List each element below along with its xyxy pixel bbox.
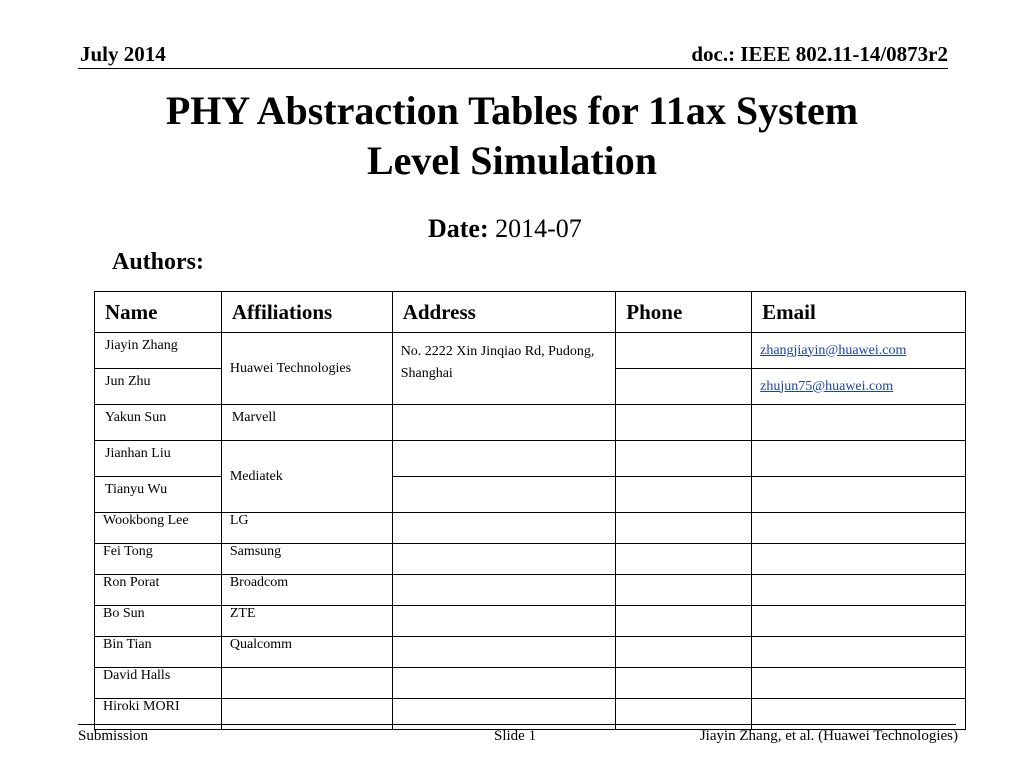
cell-address [392,513,616,544]
cell-name: David Halls [95,668,222,699]
header-phone: Phone [616,292,752,333]
table-row [95,544,966,575]
header-email: Email [752,292,966,333]
date-value: 2014-07 [495,214,582,243]
slide-title [0,86,1024,186]
cell-email [752,544,966,575]
cell-phone [616,333,752,369]
footer-author: Jiayin Zhang, et al. (Huawei Technologies) [699,728,958,744]
cell-affiliation: Mediatek [221,441,392,513]
cell-affiliation: ZTE [221,606,392,637]
table-header-row [95,292,966,333]
cell-address [392,544,616,575]
table-row [95,575,966,606]
cell-email [752,637,966,668]
footer-divider [78,724,956,725]
footer-submission: Submission [78,728,149,744]
date-label: Date: [428,214,489,243]
slide-title-line-2: Level Simulation [366,138,658,183]
cell-phone [616,544,752,575]
cell-address [392,606,616,637]
cell-address [392,668,616,699]
cell-email [752,513,966,544]
cell-address [392,477,616,513]
header-divider [78,68,948,69]
date-line [428,214,582,244]
cell-name: Ron Porat [95,575,222,606]
cell-name: Bo Sun [95,606,222,637]
email-link[interactable]: zhujun75@huawei.com [760,378,894,394]
cell-name: Wookbong Lee [95,513,222,544]
email-link[interactable]: zhangjiayin@huawei.com [760,342,907,358]
cell-name: Yakun Sun [95,405,222,441]
cell-name: Hiroki MORI [95,699,222,730]
table-row [95,513,966,544]
cell-phone [616,369,752,405]
cell-phone [616,441,752,477]
header-affiliations: Affiliations [221,292,392,333]
cell-phone [616,477,752,513]
cell-email [752,606,966,637]
cell-name: Jianhan Liu [95,441,222,477]
cell-phone [616,606,752,637]
table-row [95,637,966,668]
cell-name: Tianyu Wu [95,477,222,513]
header-address: Address [392,292,616,333]
cell-phone [616,575,752,606]
cell-affiliation: LG [221,513,392,544]
cell-phone [616,637,752,668]
cell-address [392,637,616,668]
cell-address [392,405,616,441]
header-date: July 2014 [80,42,166,66]
cell-address [392,441,616,477]
cell-email [752,477,966,513]
table-row [95,606,966,637]
cell-email [752,369,966,405]
table-row [95,405,966,441]
cell-affiliation [221,668,392,699]
cell-name: Jun Zhu [95,369,222,405]
cell-name: Jiayin Zhang [95,333,222,369]
authors-table [94,291,966,730]
cell-name: Bin Tian [95,637,222,668]
table-row [95,668,966,699]
cell-affiliation: Qualcomm [221,637,392,668]
footer-slide-number: Slide 1 [494,728,537,744]
cell-affiliation: Huawei Technologies [221,333,392,405]
cell-address [392,575,616,606]
table-row [95,333,966,369]
cell-phone [616,405,752,441]
cell-email [752,575,966,606]
cell-address: No. 2222 Xin Jinqiao Rd, Pudong, Shanghai [392,333,616,405]
cell-email [752,405,966,441]
authors-label: Authors: [112,249,205,275]
cell-phone [616,513,752,544]
header-doc-id: doc.: IEEE 802.11-14/0873r2 [691,42,948,66]
cell-email [752,668,966,699]
cell-email [752,333,966,369]
header-name: Name [95,292,222,333]
cell-email [752,441,966,477]
cell-affiliation: Broadcom [221,575,392,606]
cell-affiliation: Samsung [221,544,392,575]
cell-phone [616,668,752,699]
cell-affiliation: Marvell [221,405,392,441]
slide-title-line-1: PHY Abstraction Tables for 11ax System [165,88,859,133]
cell-name: Fei Tong [95,544,222,575]
table-row [95,441,966,477]
